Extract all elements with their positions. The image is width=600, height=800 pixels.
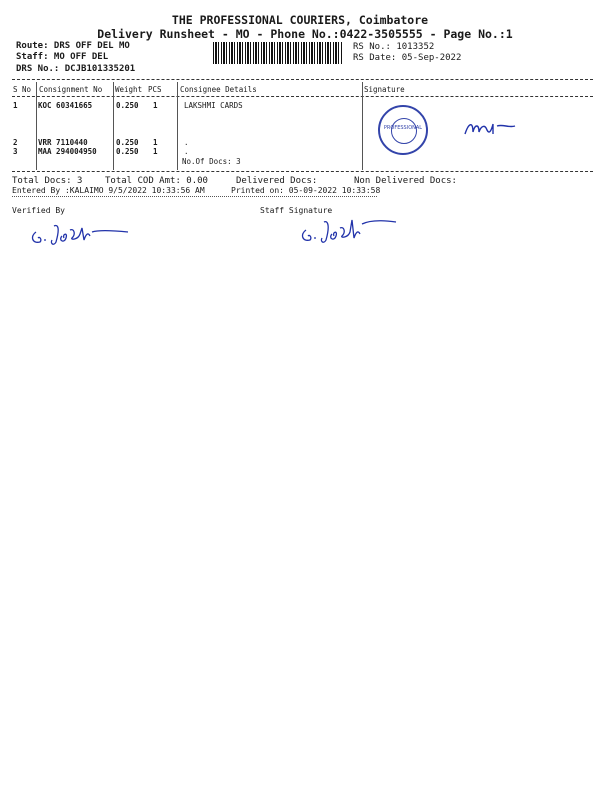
no-of-docs: No.Of Docs: 3 (182, 157, 241, 166)
divider (12, 196, 377, 197)
row-1-sno: 1 (13, 101, 18, 110)
divider (12, 171, 593, 172)
staff-signature (298, 212, 408, 246)
row-3-consignment: MAA 294004950 (38, 147, 97, 156)
row-1-consignee: LAKSHMI CARDS (184, 101, 243, 110)
row-1-weight: 0.250 (116, 101, 139, 110)
company-stamp (378, 105, 428, 155)
stamp-inner-ring (391, 118, 417, 144)
row-1-pcs: 1 (153, 101, 158, 110)
row-3-pcs: 1 (153, 147, 158, 156)
row-3-weight: 0.250 (116, 147, 139, 156)
row-2-consignment: VRR 7110440 (38, 138, 88, 147)
total-docs: Total Docs: 3 (12, 176, 83, 186)
divider (12, 96, 593, 97)
row-2-weight: 0.250 (116, 138, 139, 147)
verified-by-label: Verified By (12, 206, 65, 215)
route-label: Route: DRS OFF DEL MO (16, 41, 130, 51)
total-cod: Total COD Amt: 0.00 (105, 176, 208, 186)
column-divider (362, 82, 363, 170)
stamp-text: PROFESSIONAL (383, 125, 423, 131)
col-header-sno: S No (13, 85, 32, 94)
receiver-signature (463, 118, 523, 140)
col-header-consignment: Consignment No (39, 85, 103, 94)
row-2-pcs: 1 (153, 138, 158, 147)
row-3-consignee: . (184, 147, 189, 156)
column-divider (113, 82, 114, 170)
rs-number: RS No.: 1013352 (353, 42, 435, 52)
staff-signature-label: Staff Signature (260, 206, 333, 215)
row-2-consignee: . (184, 138, 189, 147)
divider (12, 79, 593, 80)
column-divider (36, 82, 37, 170)
col-header-signature: Signature (364, 85, 405, 94)
runsheet-subtitle: Delivery Runsheet - MO - Phone No.:0422-3505555 - Page No.:1 (97, 27, 513, 41)
row-1-consignment: KOC 60341665 (38, 101, 93, 110)
printed-on: Printed on: 05-09-2022 10:33:58 (231, 186, 381, 195)
barcode (213, 42, 343, 64)
non-delivered-docs: Non Delivered Docs: (354, 176, 457, 186)
col-header-pcs: PCS (148, 85, 162, 94)
col-header-consignee: Consignee Details (180, 85, 257, 94)
row-2-sno: 2 (13, 138, 18, 147)
rs-date: RS Date: 05-Sep-2022 (353, 53, 462, 63)
entered-by: Entered By :KALAIMO 9/5/2022 10:33:56 AM (12, 186, 205, 195)
verifier-signature (28, 218, 138, 248)
drs-number: DRS No.: DCJB101335201 (16, 64, 136, 74)
staff-label: Staff: MO OFF DEL (16, 52, 109, 62)
row-3-sno: 3 (13, 147, 18, 156)
company-title: THE PROFESSIONAL COURIERS, Coimbatore (171, 13, 429, 27)
column-divider (177, 82, 178, 170)
delivered-docs: Delivered Docs: (236, 176, 318, 186)
col-header-weight: Weight (115, 85, 143, 94)
